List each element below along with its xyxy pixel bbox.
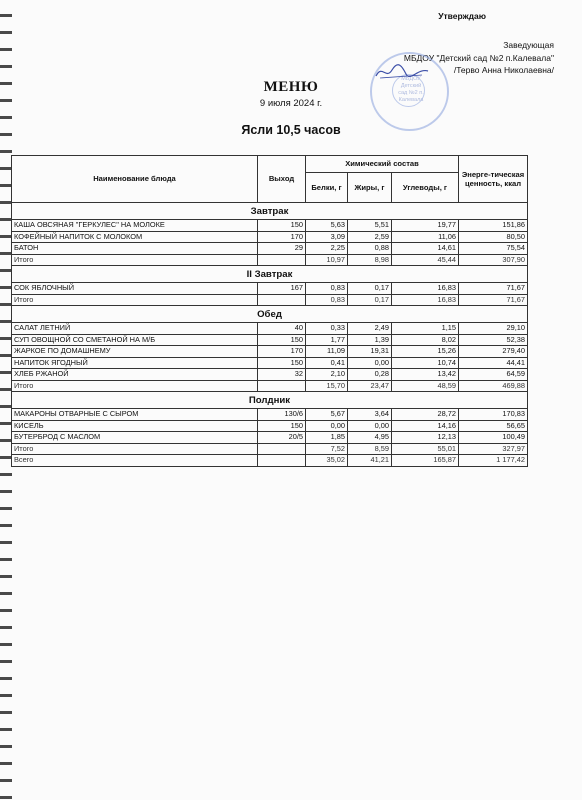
dish-name: ХЛЕБ РЖАНОЙ: [12, 369, 258, 381]
grand-total-fats: 41,21: [348, 455, 392, 467]
subtotal-row: [12, 254, 528, 266]
col-header-carbs: Углеводы, г: [392, 173, 459, 203]
dish-fats: 0,00: [348, 357, 392, 369]
dish-proteins: 1,77: [306, 334, 348, 346]
dish-energy: 29,10: [459, 323, 528, 335]
dish-yield: 150: [258, 334, 306, 346]
approval-block: [334, 39, 554, 77]
table-row: [12, 243, 528, 255]
document-date: 9 июля 2024 г.: [259, 98, 323, 109]
dish-carbs: 1,15: [392, 323, 459, 335]
dish-name: БАТОН: [12, 243, 258, 255]
dish-yield: 150: [258, 420, 306, 432]
dish-carbs: 14,61: [392, 243, 459, 255]
subtotal-yield-empty: [258, 380, 306, 392]
col-header-name: Наименование блюда: [12, 156, 258, 203]
dish-fats: 0,88: [348, 243, 392, 255]
stamp-text: МБДОУ Детский сад №2 п. Калевала: [398, 76, 424, 103]
dish-energy: 44,41: [459, 357, 528, 369]
dish-energy: 80,50: [459, 231, 528, 243]
section-header: [12, 266, 528, 283]
section-header: [12, 306, 528, 323]
table-row: [12, 231, 528, 243]
subtotal-label: Итого: [12, 294, 258, 306]
table-row: [12, 346, 528, 358]
subtotal-carbs: 48,59: [392, 380, 459, 392]
table-row: [12, 334, 528, 346]
section-title: II Завтрак: [12, 266, 528, 283]
dish-proteins: 5,67: [306, 409, 348, 421]
dish-carbs: 8,02: [392, 334, 459, 346]
grand-total-yield-empty: [258, 455, 306, 467]
table-row: [12, 369, 528, 381]
dish-energy: 279,40: [459, 346, 528, 358]
dish-yield: 40: [258, 323, 306, 335]
table-row: [12, 357, 528, 369]
col-header-fats: Жиры, г: [348, 173, 392, 203]
grand-total-energy: 1 177,42: [459, 455, 528, 467]
dish-name: ЖАРКОЕ ПО ДОМАШНЕМУ: [12, 346, 258, 358]
subtotal-fats: 8,59: [348, 443, 392, 455]
menu-table-body: [12, 203, 528, 467]
dish-fats: 0,00: [348, 420, 392, 432]
col-header-yield: Выход: [258, 156, 306, 203]
dish-energy: 64,59: [459, 369, 528, 381]
grand-total-row: [12, 455, 528, 467]
subtotal-yield-empty: [258, 294, 306, 306]
dish-fats: 1,39: [348, 334, 392, 346]
dish-name: КАША ОВСЯНАЯ "ГЕРКУЛЕС" НА МОЛОКЕ: [12, 220, 258, 232]
subtotal-carbs: 55,01: [392, 443, 459, 455]
subtotal-fats: 0,17: [348, 294, 392, 306]
dish-name: САЛАТ ЛЕТНИЙ: [12, 323, 258, 335]
dish-name: НАПИТОК ЯГОДНЫЙ: [12, 357, 258, 369]
subtotal-proteins: 0,83: [306, 294, 348, 306]
table-row: [12, 420, 528, 432]
dish-proteins: 5,63: [306, 220, 348, 232]
dish-fats: 5,51: [348, 220, 392, 232]
dish-fats: 2,59: [348, 231, 392, 243]
dish-carbs: 16,83: [392, 283, 459, 295]
dish-yield: 150: [258, 220, 306, 232]
col-header-energy: Энерге-тическая ценность, ккал: [459, 156, 528, 203]
dish-name: БУТЕРБРОД С МАСЛОМ: [12, 432, 258, 444]
dish-name: СУП ОВОЩНОЙ СО СМЕТАНОЙ НА М/Б: [12, 334, 258, 346]
dish-carbs: 10,74: [392, 357, 459, 369]
subtotal-carbs: 16,83: [392, 294, 459, 306]
dish-energy: 170,83: [459, 409, 528, 421]
subtotal-yield-empty: [258, 443, 306, 455]
dish-fats: 4,95: [348, 432, 392, 444]
dish-yield: 20/5: [258, 432, 306, 444]
dish-carbs: 14,16: [392, 420, 459, 432]
subtotal-proteins: 7,52: [306, 443, 348, 455]
dish-fats: 2,49: [348, 323, 392, 335]
dish-yield: 130/6: [258, 409, 306, 421]
subtotal-energy: 307,90: [459, 254, 528, 266]
group-title: Ясли 10,5 часов: [241, 123, 341, 137]
dish-energy: 151,86: [459, 220, 528, 232]
table-row: [12, 409, 528, 421]
approver-position: Заведующая: [503, 40, 554, 50]
grand-total-label: Всего: [12, 455, 258, 467]
approver-name: /Терво Анна Николаевна/: [453, 65, 554, 75]
dish-proteins: 11,09: [306, 346, 348, 358]
dish-yield: 150: [258, 357, 306, 369]
subtotal-proteins: 10,97: [306, 254, 348, 266]
dish-fats: 0,28: [348, 369, 392, 381]
dish-carbs: 12,13: [392, 432, 459, 444]
dish-proteins: 3,09: [306, 231, 348, 243]
subtotal-carbs: 45,44: [392, 254, 459, 266]
col-header-proteins: Белки, г: [306, 173, 348, 203]
document-title: МЕНЮ: [263, 79, 319, 95]
dish-fats: 3,64: [348, 409, 392, 421]
dish-proteins: 0,33: [306, 323, 348, 335]
subtotal-energy: 71,67: [459, 294, 528, 306]
dish-yield: 170: [258, 231, 306, 243]
dish-energy: 100,49: [459, 432, 528, 444]
dish-energy: 71,67: [459, 283, 528, 295]
table-row: [12, 432, 528, 444]
section-header: [12, 392, 528, 409]
dish-name: СОК ЯБЛОЧНЫЙ: [12, 283, 258, 295]
dish-yield: 32: [258, 369, 306, 381]
dish-proteins: 0,41: [306, 357, 348, 369]
col-header-chem: Химический состав: [306, 156, 459, 173]
section-title: Завтрак: [12, 203, 528, 220]
section-title: Полдник: [12, 392, 528, 409]
table-row: [12, 283, 528, 295]
subtotal-yield-empty: [258, 254, 306, 266]
grand-total-proteins: 35,02: [306, 455, 348, 467]
table-row: [12, 220, 528, 232]
dish-carbs: 15,26: [392, 346, 459, 358]
dish-carbs: 19,77: [392, 220, 459, 232]
subtotal-label: Итого: [12, 443, 258, 455]
subtotal-proteins: 15,70: [306, 380, 348, 392]
subtotal-fats: 8,98: [348, 254, 392, 266]
subtotal-label: Итого: [12, 254, 258, 266]
dish-fats: 0,17: [348, 283, 392, 295]
subtotal-row: [12, 443, 528, 455]
dish-name: КОФЕЙНЫЙ НАПИТОК С МОЛОКОМ: [12, 231, 258, 243]
dish-yield: 29: [258, 243, 306, 255]
dish-energy: 75,54: [459, 243, 528, 255]
dish-proteins: 2,10: [306, 369, 348, 381]
menu-table: [11, 155, 528, 467]
dish-proteins: 2,25: [306, 243, 348, 255]
dish-proteins: 0,00: [306, 420, 348, 432]
dish-yield: 170: [258, 346, 306, 358]
dish-carbs: 13,42: [392, 369, 459, 381]
approver-org: МБДОУ "Детский сад №2 п.Калевала": [403, 52, 554, 63]
dish-proteins: 1,85: [306, 432, 348, 444]
dish-energy: 52,38: [459, 334, 528, 346]
subtotal-row: [12, 380, 528, 392]
dish-energy: 56,65: [459, 420, 528, 432]
dish-carbs: 11,06: [392, 231, 459, 243]
dish-name: МАКАРОНЫ ОТВАРНЫЕ С СЫРОМ: [12, 409, 258, 421]
section-header: [12, 203, 528, 220]
section-title: Обед: [12, 306, 528, 323]
subtotal-row: [12, 294, 528, 306]
subtotal-energy: 327,97: [459, 443, 528, 455]
dish-name: КИСЕЛЬ: [12, 420, 258, 432]
subtotal-fats: 23,47: [348, 380, 392, 392]
dish-fats: 19,31: [348, 346, 392, 358]
table-row: [12, 323, 528, 335]
subtotal-energy: 469,88: [459, 380, 528, 392]
subtotal-label: Итого: [12, 380, 258, 392]
grand-total-carbs: 165,87: [392, 455, 459, 467]
dish-proteins: 0,83: [306, 283, 348, 295]
dish-carbs: 28,72: [392, 409, 459, 421]
approve-label: Утверждаю: [438, 11, 486, 21]
dish-yield: 167: [258, 283, 306, 295]
